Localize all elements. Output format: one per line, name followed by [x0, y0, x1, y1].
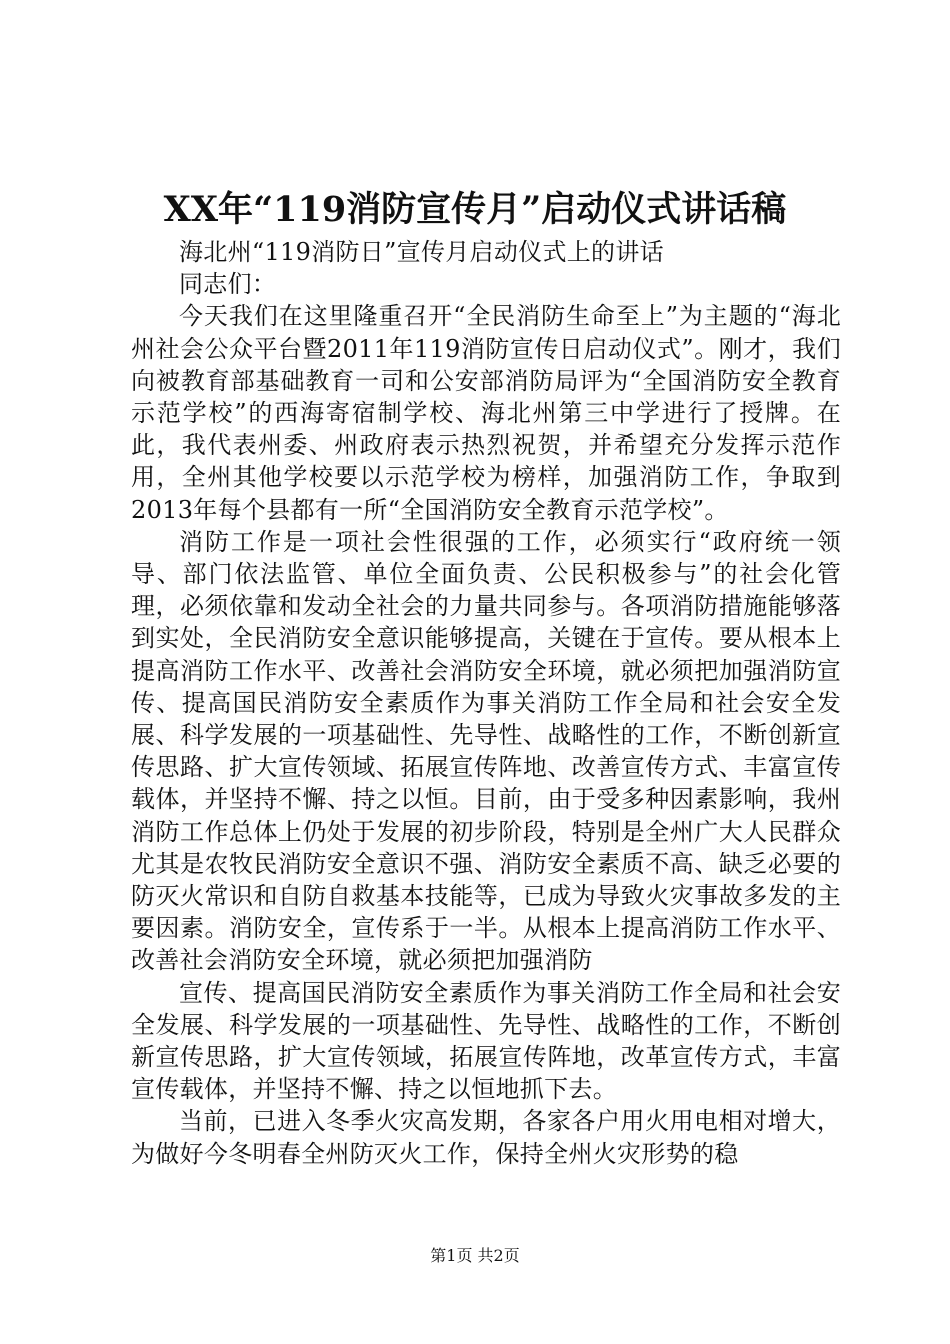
body-paragraph: 宣传、提高国民消防安全素质作为事关消防工作全局和社会安全发展、科学发展的一项基础性、先导性、战略性的工作，不断创新宣传思路，扩大宣传领域，拓展宣传阵地，改革宣传方式，丰富宣传载体，并坚持不懈、持之以恒地抓下去。: [131, 978, 841, 1104]
document-body: [131, 236, 841, 1170]
body-paragraph: 当前，已进入冬季火灾高发期，各家各户用火用电相对增大，为做好今冬明春全州防灭火工作，保持全州火灾形势的稳: [131, 1107, 841, 1168]
body-paragraph: 今天我们在这里隆重召开“全民消防生命至上”为主题的“海北州社会公众平台暨2011年119消防宣传日启动仪式”。刚才，我们向被教育部基础教育一司和公安部消防局评为“全国消防安全教育示范学校”的西海寄宿制学校、海北州第三中学进行了授牌。在此，我代表州委、州政府表示热烈祝贺，并希望充分发挥示范作用，全州其他学校要以示范学校为榜样，加强消防工作，争取到2013年每个县都有一所“全国消防安全教育示范学校”。: [131, 302, 841, 524]
subtitle-line: 海北州“119消防日”宣传月启动仪式上的讲话: [179, 238, 664, 266]
body-paragraph: 消防工作是一项社会性很强的工作，必须实行“政府统一领导、部门依法监管、单位全面负责、公民积极参与”的社会化管理，必须依靠和发动全社会的力量共同参与。各项消防措施能够落到实处，全民消防安全意识能够提高，关键在于宣传。要从根本上提高消防工作水平、改善社会消防安全环境，就必须把加强消防宣传、提高国民消防安全素质作为事关消防工作全局和社会安全发展、科学发展的一项基础性、先导性、战略性的工作，不断创新宣传思路、扩大宣传领域、拓展宣传阵地、改善宣传方式、丰富宣传载体，并坚持不懈、持之以恒。目前，由于受多种因素影响，我州消防工作总体上仍处于发展的初步阶段，特别是全州广大人民群众尤其是农牧民消防安全意识不强、消防安全素质不高、缺乏必要的防灭火常识和自防自救基本技能等，已成为导致火灾事故多发的主要因素。消防安全，宣传系于一半。从根本上提高消防工作水平、改善社会消防安全环境，就必须把加强消防: [131, 527, 841, 975]
page-number-footer: 第1页 共2页: [430, 1246, 520, 1265]
salutation-line: 同志们：: [179, 270, 277, 299]
document-title: XX年“119消防宣传月”启动仪式讲话稿: [163, 189, 787, 230]
